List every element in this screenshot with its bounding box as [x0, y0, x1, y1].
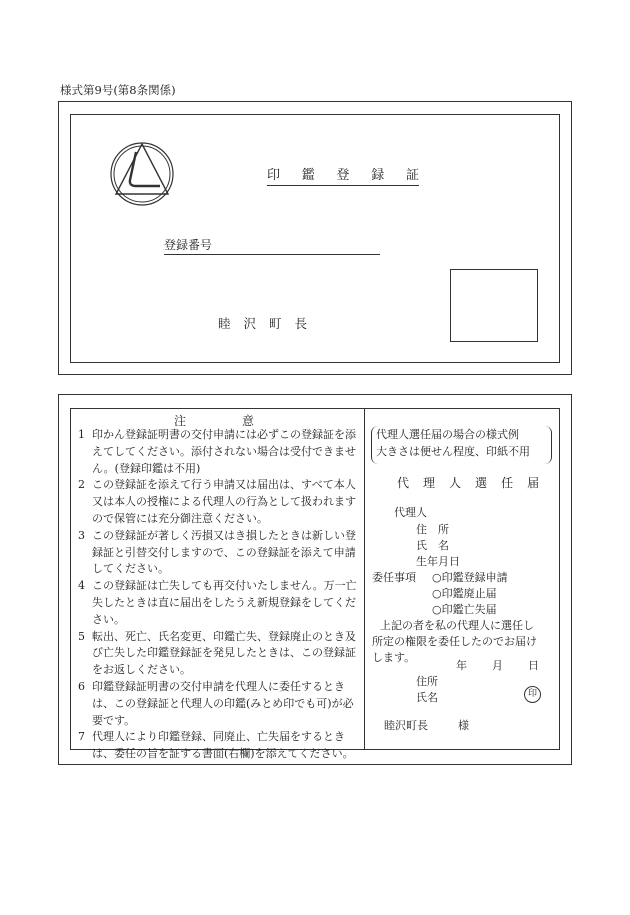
honorific: 様 [458, 719, 469, 732]
card-title-char: 証 [405, 168, 419, 183]
note-text: この登録証を添えて行う申請又は届出は、すべて本人又は本人の授権による代理人の行為として扱われますので保管には充分御注意ください。 [92, 478, 356, 525]
note-number: 4 [78, 579, 85, 593]
proxy-title-char: 任 [501, 476, 514, 490]
seal-impression-box [450, 269, 538, 342]
issuer-char: 沢 [243, 316, 257, 331]
notes-title-char: 注 [174, 414, 187, 428]
delegation-label: 委任事項 [372, 571, 416, 584]
addressee: 睦沢町長 [384, 719, 428, 732]
note-number: 7 [78, 730, 85, 744]
principal-name-label: 氏名 [416, 691, 438, 704]
note-item [78, 629, 360, 679]
issuer-char: 町 [269, 316, 282, 331]
card-title-char: 録 [371, 168, 385, 183]
delegation-item: ○印鑑亡失届 [432, 603, 497, 616]
note-number: 1 [78, 428, 85, 441]
form-number-caption: 様式第9号(第8条関係) [60, 83, 176, 97]
agent-name-label: 氏 名 [416, 539, 449, 552]
proxy-title-char: 人 [449, 476, 462, 490]
note-text: この登録証が著しく汚損又はき損したときは新しい登録証と引替交付しますので、この登録証を添えて申請してください。 [92, 528, 356, 576]
statement-line: 所定の権限を委任したのでお届け [372, 635, 537, 648]
town-emblem-logo [108, 136, 176, 212]
note-number: 3 [78, 528, 85, 542]
note-text: 転出、死亡、氏名変更、印鑑亡失、登録廃止のとき及び亡失した印鑑登録証を発見したときは、この登録証をお返しください。 [92, 629, 356, 677]
note-text: 印かん登録証明書の交付申請には必ずこの登録証を添えてしてください。添付されない場合は受付できません。(登録印鑑は不用) [92, 428, 356, 475]
delegation-item: ○印鑑登録申請 [432, 571, 508, 584]
note-item [78, 528, 360, 578]
registration-number-label: 登録番号 [164, 238, 213, 252]
sample-form-note-line: 代理人選任届の場合の様式例 [376, 428, 519, 441]
statement-line: 上記の者を私の代理人に選任し [380, 619, 534, 632]
note-text: 印鑑登録証明書の交付申請を代理人に委任するときは、この登録証と代理人の印鑑(みとめ印でも可)が必要です。 [92, 679, 354, 727]
card-title-char: 印 [267, 168, 281, 183]
proxy-title-char: 代 [397, 476, 410, 490]
sample-form-note-line: 大きさは便せん程度、印紙不用 [376, 445, 530, 458]
note-item [78, 729, 360, 763]
proxy-title-char: 届 [527, 476, 540, 490]
issuer-char: 睦 [218, 316, 231, 331]
month-label: 月 [492, 659, 503, 672]
year-label: 年 [456, 659, 467, 672]
card-title-char: 鑑 [301, 168, 315, 183]
note-number: 6 [78, 679, 85, 693]
agent-address-label: 住 所 [416, 523, 449, 536]
note-text: 代理人により印鑑登録、同廃止、亡失届をするときは、委任の旨を証する書面(右欄)を添えてください。 [92, 730, 354, 761]
notes-list [78, 427, 360, 763]
statement-line: します。 [372, 651, 416, 664]
day-label: 日 [528, 659, 539, 672]
note-number: 2 [78, 478, 85, 492]
sample-form-note [371, 426, 552, 464]
note-item [78, 679, 360, 729]
note-item [78, 578, 360, 628]
card-title-char: 登 [336, 168, 350, 183]
agent-label: 代理人 [394, 506, 427, 519]
note-text: この登録証は亡失しても再交付いたしません。万一亡失したときは直に届出をしたうえ新規登録をしてください。 [92, 579, 357, 626]
seal-mark-icon: 印 [524, 686, 541, 703]
issuer-char: 長 [294, 316, 308, 331]
registration-number-field [164, 236, 380, 255]
proxy-title-char: 選 [475, 476, 488, 490]
note-number: 5 [78, 629, 85, 643]
note-item [78, 427, 360, 477]
agent-dob-label: 生年月日 [416, 555, 460, 568]
card-title [267, 164, 419, 186]
note-item [78, 477, 360, 527]
column-divider [364, 408, 365, 750]
proxy-form-title [397, 474, 539, 491]
delegation-item: ○印鑑廃止届 [432, 587, 497, 600]
principal-address-label: 住所 [416, 675, 438, 688]
proxy-title-char: 理 [423, 476, 436, 490]
notes-title-char: 意 [242, 414, 255, 428]
issuer-name [218, 314, 307, 332]
